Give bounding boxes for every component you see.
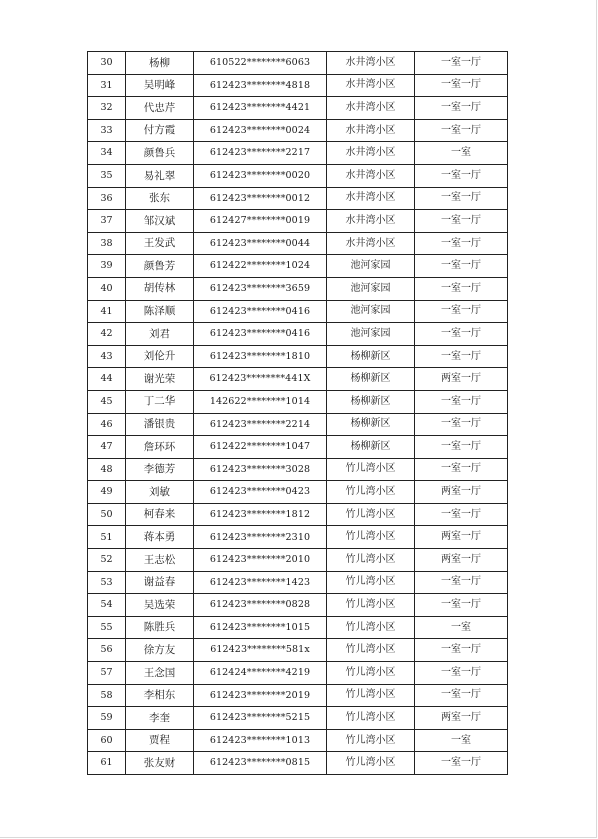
- row-number-cell: 55: [88, 616, 126, 639]
- row-number-cell: 31: [88, 74, 126, 97]
- community-cell: 竹儿湾小区: [327, 481, 415, 504]
- table-row: [88, 729, 508, 752]
- table-row: [88, 74, 508, 97]
- resident-name-cell: 徐方友: [126, 639, 194, 662]
- community-cell: 水井湾小区: [327, 74, 415, 97]
- table-row: [88, 458, 508, 481]
- resident-name-cell: 刘君: [126, 323, 194, 346]
- id-number-cell: 612423********5215: [194, 707, 327, 730]
- row-number-cell: 60: [88, 729, 126, 752]
- row-number-cell: 58: [88, 684, 126, 707]
- table-row: [88, 52, 508, 75]
- table-row: [88, 503, 508, 526]
- table-row: [88, 300, 508, 323]
- community-cell: 池河家园: [327, 300, 415, 323]
- community-cell: 竹儿湾小区: [327, 684, 415, 707]
- resident-name-cell: 刘伦升: [126, 345, 194, 368]
- community-cell: 水井湾小区: [327, 119, 415, 142]
- resident-name-cell: 邹汉斌: [126, 210, 194, 233]
- unit-type-cell: 两室一厅: [415, 481, 508, 504]
- resident-name-cell: 吴选荣: [126, 594, 194, 617]
- table-row: [88, 277, 508, 300]
- table-row: [88, 707, 508, 730]
- unit-type-cell: 一室: [415, 142, 508, 165]
- unit-type-cell: 一室一厅: [415, 662, 508, 685]
- table-row: [88, 616, 508, 639]
- row-number-cell: 56: [88, 639, 126, 662]
- id-number-cell: 612423********0416: [194, 323, 327, 346]
- community-cell: 竹儿湾小区: [327, 458, 415, 481]
- row-number-cell: 33: [88, 119, 126, 142]
- row-number-cell: 47: [88, 436, 126, 459]
- row-number-cell: 50: [88, 503, 126, 526]
- unit-type-cell: 一室一厅: [415, 345, 508, 368]
- table-row: [88, 436, 508, 459]
- row-number-cell: 54: [88, 594, 126, 617]
- community-cell: 池河家园: [327, 255, 415, 278]
- community-cell: 杨柳新区: [327, 368, 415, 391]
- unit-type-cell: 一室一厅: [415, 752, 508, 775]
- unit-type-cell: 一室一厅: [415, 74, 508, 97]
- id-number-cell: 610522********6063: [194, 52, 327, 75]
- table-row: [88, 571, 508, 594]
- table-row: [88, 639, 508, 662]
- community-cell: 竹儿湾小区: [327, 549, 415, 572]
- id-number-cell: 612423********2310: [194, 526, 327, 549]
- id-number-cell: 142622********1014: [194, 390, 327, 413]
- resident-name-cell: 李德芳: [126, 458, 194, 481]
- community-cell: 竹儿湾小区: [327, 594, 415, 617]
- community-cell: 水井湾小区: [327, 187, 415, 210]
- row-number-cell: 30: [88, 52, 126, 75]
- id-number-cell: 612427********0019: [194, 210, 327, 233]
- id-number-cell: 612423********0815: [194, 752, 327, 775]
- id-number-cell: 612423********441X: [194, 368, 327, 391]
- id-number-cell: 612423********2214: [194, 413, 327, 436]
- id-number-cell: 612423********1013: [194, 729, 327, 752]
- resident-name-cell: 杨柳: [126, 52, 194, 75]
- id-number-cell: 612423********1423: [194, 571, 327, 594]
- table-row: [88, 187, 508, 210]
- table-row: [88, 390, 508, 413]
- unit-type-cell: 一室一厅: [415, 97, 508, 120]
- unit-type-cell: 一室一厅: [415, 503, 508, 526]
- id-number-cell: 612423********4421: [194, 97, 327, 120]
- resident-name-cell: 李相东: [126, 684, 194, 707]
- table-row: [88, 119, 508, 142]
- community-cell: 水井湾小区: [327, 97, 415, 120]
- row-number-cell: 51: [88, 526, 126, 549]
- community-cell: 池河家园: [327, 277, 415, 300]
- id-number-cell: 612424********4219: [194, 662, 327, 685]
- row-number-cell: 45: [88, 390, 126, 413]
- id-number-cell: 612423********0828: [194, 594, 327, 617]
- resident-name-cell: 詹环环: [126, 436, 194, 459]
- community-cell: 竹儿湾小区: [327, 503, 415, 526]
- unit-type-cell: 一室: [415, 729, 508, 752]
- row-number-cell: 35: [88, 164, 126, 187]
- resident-name-cell: 陈胜兵: [126, 616, 194, 639]
- row-number-cell: 57: [88, 662, 126, 685]
- row-number-cell: 61: [88, 752, 126, 775]
- community-cell: 水井湾小区: [327, 142, 415, 165]
- table-row: [88, 142, 508, 165]
- community-cell: 竹儿湾小区: [327, 571, 415, 594]
- community-cell: 杨柳新区: [327, 390, 415, 413]
- table-row: [88, 526, 508, 549]
- resident-name-cell: 王念国: [126, 662, 194, 685]
- unit-type-cell: 一室一厅: [415, 594, 508, 617]
- id-number-cell: 612423********0012: [194, 187, 327, 210]
- table-row: [88, 684, 508, 707]
- resident-name-cell: 易礼翠: [126, 164, 194, 187]
- resident-name-cell: 颜鲁兵: [126, 142, 194, 165]
- unit-type-cell: 一室一厅: [415, 164, 508, 187]
- id-number-cell: 612423********3028: [194, 458, 327, 481]
- unit-type-cell: 一室一厅: [415, 684, 508, 707]
- table-row: [88, 368, 508, 391]
- id-number-cell: 612423********4818: [194, 74, 327, 97]
- resident-name-cell: 谢光荣: [126, 368, 194, 391]
- unit-type-cell: 一室一厅: [415, 187, 508, 210]
- row-number-cell: 42: [88, 323, 126, 346]
- resident-name-cell: 刘敏: [126, 481, 194, 504]
- unit-type-cell: 一室: [415, 616, 508, 639]
- row-number-cell: 44: [88, 368, 126, 391]
- row-number-cell: 34: [88, 142, 126, 165]
- unit-type-cell: 一室一厅: [415, 52, 508, 75]
- community-cell: 杨柳新区: [327, 345, 415, 368]
- community-cell: 水井湾小区: [327, 210, 415, 233]
- unit-type-cell: 一室一厅: [415, 119, 508, 142]
- unit-type-cell: 两室一厅: [415, 368, 508, 391]
- resident-name-cell: 胡传林: [126, 277, 194, 300]
- housing-roster-table: [87, 51, 508, 775]
- community-cell: 池河家园: [327, 323, 415, 346]
- community-cell: 竹儿湾小区: [327, 616, 415, 639]
- resident-name-cell: 贾程: [126, 729, 194, 752]
- unit-type-cell: 一室一厅: [415, 323, 508, 346]
- community-cell: 水井湾小区: [327, 164, 415, 187]
- row-number-cell: 52: [88, 549, 126, 572]
- table-row: [88, 210, 508, 233]
- id-number-cell: 612423********2217: [194, 142, 327, 165]
- id-number-cell: 612423********3659: [194, 277, 327, 300]
- id-number-cell: 612423********2019: [194, 684, 327, 707]
- table-row: [88, 594, 508, 617]
- table-row: [88, 255, 508, 278]
- id-number-cell: 612423********0024: [194, 119, 327, 142]
- table-body: [88, 52, 508, 775]
- row-number-cell: 53: [88, 571, 126, 594]
- row-number-cell: 32: [88, 97, 126, 120]
- id-number-cell: 612423********1812: [194, 503, 327, 526]
- row-number-cell: 36: [88, 187, 126, 210]
- table-row: [88, 323, 508, 346]
- unit-type-cell: 两室一厅: [415, 549, 508, 572]
- table-row: [88, 345, 508, 368]
- table-row: [88, 164, 508, 187]
- row-number-cell: 59: [88, 707, 126, 730]
- unit-type-cell: 一室一厅: [415, 413, 508, 436]
- id-number-cell: 612423********0423: [194, 481, 327, 504]
- table-row: [88, 232, 508, 255]
- resident-name-cell: 付方霞: [126, 119, 194, 142]
- community-cell: 竹儿湾小区: [327, 639, 415, 662]
- id-number-cell: 612423********2010: [194, 549, 327, 572]
- row-number-cell: 39: [88, 255, 126, 278]
- community-cell: 水井湾小区: [327, 52, 415, 75]
- resident-name-cell: 蒋本勇: [126, 526, 194, 549]
- resident-name-cell: 张友财: [126, 752, 194, 775]
- table-row: [88, 413, 508, 436]
- id-number-cell: 612423********581x: [194, 639, 327, 662]
- unit-type-cell: 两室一厅: [415, 526, 508, 549]
- table-row: [88, 549, 508, 572]
- unit-type-cell: 一室一厅: [415, 639, 508, 662]
- unit-type-cell: 两室一厅: [415, 707, 508, 730]
- resident-name-cell: 张东: [126, 187, 194, 210]
- community-cell: 竹儿湾小区: [327, 752, 415, 775]
- unit-type-cell: 一室一厅: [415, 255, 508, 278]
- row-number-cell: 43: [88, 345, 126, 368]
- community-cell: 水井湾小区: [327, 232, 415, 255]
- table-row: [88, 97, 508, 120]
- community-cell: 竹儿湾小区: [327, 707, 415, 730]
- resident-name-cell: 丁二华: [126, 390, 194, 413]
- row-number-cell: 48: [88, 458, 126, 481]
- row-number-cell: 40: [88, 277, 126, 300]
- id-number-cell: 612423********0416: [194, 300, 327, 323]
- community-cell: 竹儿湾小区: [327, 526, 415, 549]
- table-row: [88, 752, 508, 775]
- table-row: [88, 481, 508, 504]
- resident-name-cell: 李奎: [126, 707, 194, 730]
- id-number-cell: 612423********0044: [194, 232, 327, 255]
- id-number-cell: 612423********1015: [194, 616, 327, 639]
- unit-type-cell: 一室一厅: [415, 300, 508, 323]
- row-number-cell: 41: [88, 300, 126, 323]
- resident-name-cell: 吴明峰: [126, 74, 194, 97]
- community-cell: 杨柳新区: [327, 436, 415, 459]
- id-number-cell: 612422********1024: [194, 255, 327, 278]
- community-cell: 竹儿湾小区: [327, 662, 415, 685]
- id-number-cell: 612422********1047: [194, 436, 327, 459]
- resident-name-cell: 潘银贵: [126, 413, 194, 436]
- unit-type-cell: 一室一厅: [415, 232, 508, 255]
- row-number-cell: 46: [88, 413, 126, 436]
- row-number-cell: 37: [88, 210, 126, 233]
- unit-type-cell: 一室一厅: [415, 210, 508, 233]
- community-cell: 杨柳新区: [327, 413, 415, 436]
- id-number-cell: 612423********1810: [194, 345, 327, 368]
- resident-name-cell: 代忠芹: [126, 97, 194, 120]
- unit-type-cell: 一室一厅: [415, 571, 508, 594]
- table-row: [88, 662, 508, 685]
- resident-name-cell: 王发武: [126, 232, 194, 255]
- resident-name-cell: 颜鲁芳: [126, 255, 194, 278]
- resident-name-cell: 陈泽顺: [126, 300, 194, 323]
- row-number-cell: 49: [88, 481, 126, 504]
- community-cell: 竹儿湾小区: [327, 729, 415, 752]
- resident-name-cell: 柯春来: [126, 503, 194, 526]
- unit-type-cell: 一室一厅: [415, 277, 508, 300]
- resident-name-cell: 王志松: [126, 549, 194, 572]
- unit-type-cell: 一室一厅: [415, 458, 508, 481]
- unit-type-cell: 一室一厅: [415, 436, 508, 459]
- resident-name-cell: 谢益春: [126, 571, 194, 594]
- unit-type-cell: 一室一厅: [415, 390, 508, 413]
- id-number-cell: 612423********0020: [194, 164, 327, 187]
- row-number-cell: 38: [88, 232, 126, 255]
